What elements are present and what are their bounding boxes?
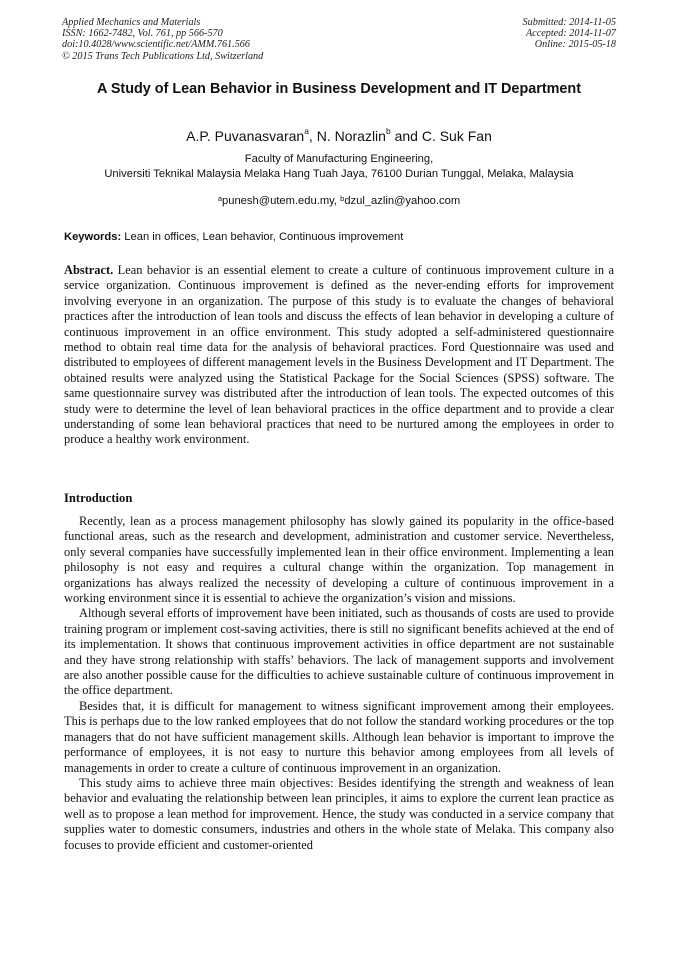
email-separator: , xyxy=(333,195,341,207)
email-mark: b xyxy=(340,194,345,203)
abstract-label: Abstract. xyxy=(64,263,114,277)
email-mark: a xyxy=(217,194,223,203)
journal-issn: ISSN: 1662-7482, Vol. 761, pp 566-570 xyxy=(62,28,223,40)
paragraph: Besides that, it is difficult for management to witness significant improvement among their employees. This is perhaps due to the low ranked employees that do not follow the standard working procedures or the top managers that do not have sufficient management skills. Although lean behavior is important to improve the performance of employees, it is not easy to nurture this behavior among employees from all levels of managements in order to create a culture of continuous improvement in an organization. xyxy=(64,698,614,775)
paragraph: Recently, lean as a process management philosophy has slowly gained its popularity in the office-based functional areas, such as the research and development, administration and customer service. Nevertheless, only several companies have successfully implemented lean in their office environment. Implementing a lean philosophy is not easy and requires a cultural change within the organization. Top management in organizations has always realized the necessity of developing a culture of continuous improvement in a working environment since it is essential to achieve the organization’s vision and missions. xyxy=(64,514,614,606)
author-affil-mark: b xyxy=(385,126,391,136)
author-name: N. Norazlin xyxy=(316,128,386,144)
journal-name: Applied Mechanics and Materials xyxy=(62,17,201,28)
abstract-text: Lean behavior is an essential element to create a culture of continuous improvement culture in a service organization. Continuous improvement is defined as the never-ending efforts for improvement involving everyone in an organization. The purpose of this study is to evaluate the changes of behavioral practices after the introduction of lean tools and discuss the effects of lean behavior in developing a culture of continuous improvement in an office environment. This study adopted a self-administered questionnaire method to obtain real time data for the analysis of behavioral practices. Ford Questionnaire was used and distributed to employees of different management levels in the Business Development and IT Department. The obtained results were analyzed using the Statistical Package for the Social Sciences (SPSS) software. The same questionnaire survey was distributed after the introduction of lean tools. The expected outcomes of this study were to determine the level of lean behavioral practices in the office department and to provide a clear understanding of some lean behavioral practices that need to be nurtured among the employees in order to produce a healthy work environment. xyxy=(64,263,614,447)
keywords xyxy=(64,231,403,243)
submission-dates xyxy=(523,17,616,51)
email-link[interactable]: punesh@utem.edu.my xyxy=(222,195,334,207)
author-name: C. Suk Fan xyxy=(421,128,492,144)
journal-info xyxy=(62,17,263,62)
paragraph: Although several efforts of improvement have been initiated, such as thousands of costs are used to provide training program or implement cost-saving activities, there is still no significant benefits achieved at the end of its implementation. It shows that continuous improvement activities in office department are not sustainable and they have strong relationship with staffs’ behaviors. The lack of management supports and involvement are also another possible cause for the difficulties to achieve sustainable culture of continuous improvement in the office department. xyxy=(64,606,614,698)
keywords-text: Lean in offices, Lean behavior, Continuous improvement xyxy=(121,231,404,243)
affiliation-line: Faculty of Manufacturing Engineering, xyxy=(244,153,434,165)
affiliation-line: Universiti Teknikal Malaysia Melaka Hang Tuah Jaya, 76100 Durian Tunggal, Melaka, Malaysia xyxy=(104,168,574,180)
keywords-label: Keywords: xyxy=(64,231,122,243)
journal-doi: doi:10.4028/www.scientific.net/AMM.761.566 xyxy=(62,39,250,51)
online-date: Online: 2015-05-18 xyxy=(534,39,616,51)
submitted-date: Submitted: 2014-11-05 xyxy=(522,17,616,28)
author-emails xyxy=(0,195,678,207)
section-heading: Introduction xyxy=(64,491,133,505)
journal-copyright: © 2015 Trans Tech Publications Ltd, Switzerland xyxy=(62,50,264,62)
author-separator: and xyxy=(390,128,422,144)
author-name: A.P. Puvanasvaran xyxy=(186,128,305,144)
introduction-body xyxy=(64,514,614,853)
author-affil-mark: a xyxy=(304,126,309,136)
accepted-date: Accepted: 2014-11-07 xyxy=(525,28,616,40)
author-list xyxy=(0,128,678,144)
author-separator: , xyxy=(308,128,317,144)
paragraph: This study aims to achieve three main objectives: Besides identifying the strength and weakness of lean behavior and evaluating the relationship between lean principles, it aims to explore the current lean practice as well as to propose a lean method for improvement. Hence, the study was conducted in a service company that supplies water to domestic consumers, industries and others in the whole state of Melaka. This company also focuses to provide efficient and customer-oriented xyxy=(64,775,614,852)
abstract xyxy=(64,263,614,448)
email-link[interactable]: dzul_azlin@yahoo.com xyxy=(344,195,461,207)
paper-title: A Study of Lean Behavior in Business Development and IT Department xyxy=(96,81,582,97)
